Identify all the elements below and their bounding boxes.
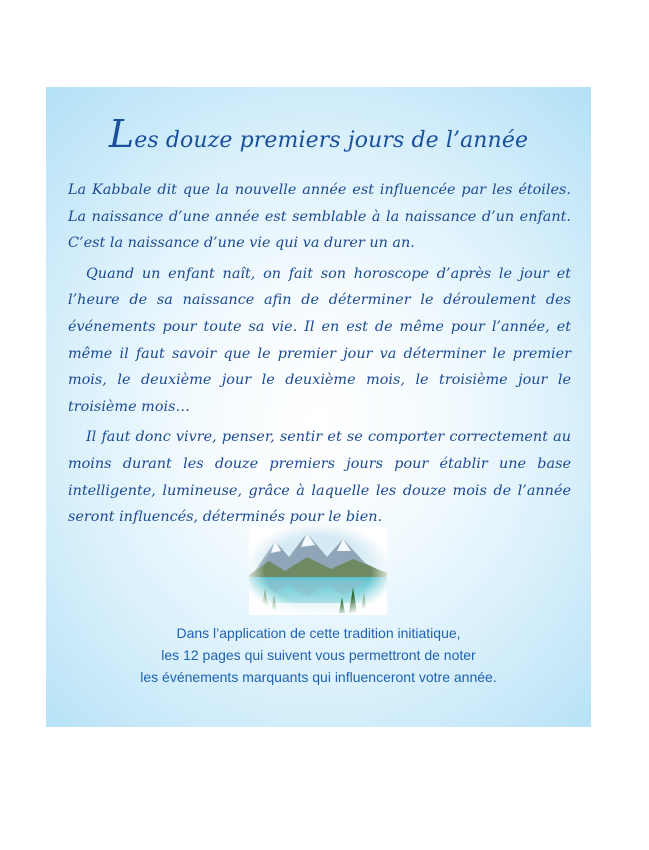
title-initial: L [108,112,135,156]
paragraph-3: Il faut donc vivre, penser, sentir et se comporter correctement au moins durant les douze premiers jours pour établir une base intelligente, lumineuse, grâce à laquelle les douze mois de l’année seront influencés, déterminés pour le bien. [68,429,571,526]
footer-line-3: les événements marquants qui influenceront votre année. [140,669,497,685]
title-text: es douze premiers jours de l’année [134,128,529,153]
page-title [46,112,591,156]
mountain-lake-image [249,527,387,615]
footer-note [46,622,591,688]
footer-line-2: les 12 pages qui suivent vous permettront de noter [161,647,476,663]
footer-line-1: Dans l’application de cette tradition initiatique, [176,625,461,641]
paragraph-2: Quand un enfant naît, on fait son horoscope d’après le jour et l’heure de sa naissance afin de déterminer le déroulement des événements pour toute sa vie. Il en est de même pour l’année, et même il faut savoir que le premier jour va déterminer le premier mois, le deuxième jour le deuxième mois, le troisième jour le troisième mois… [68,265,571,415]
content-panel [46,87,591,727]
paragraph-1: La Kabbale dit que la nouvelle année est influencée par les étoiles. La naissance d’une année est semblable à la naissance d’un enfant. C’est la naissance d’une vie qui va durer un an. [68,182,571,252]
body-text [68,177,571,535]
